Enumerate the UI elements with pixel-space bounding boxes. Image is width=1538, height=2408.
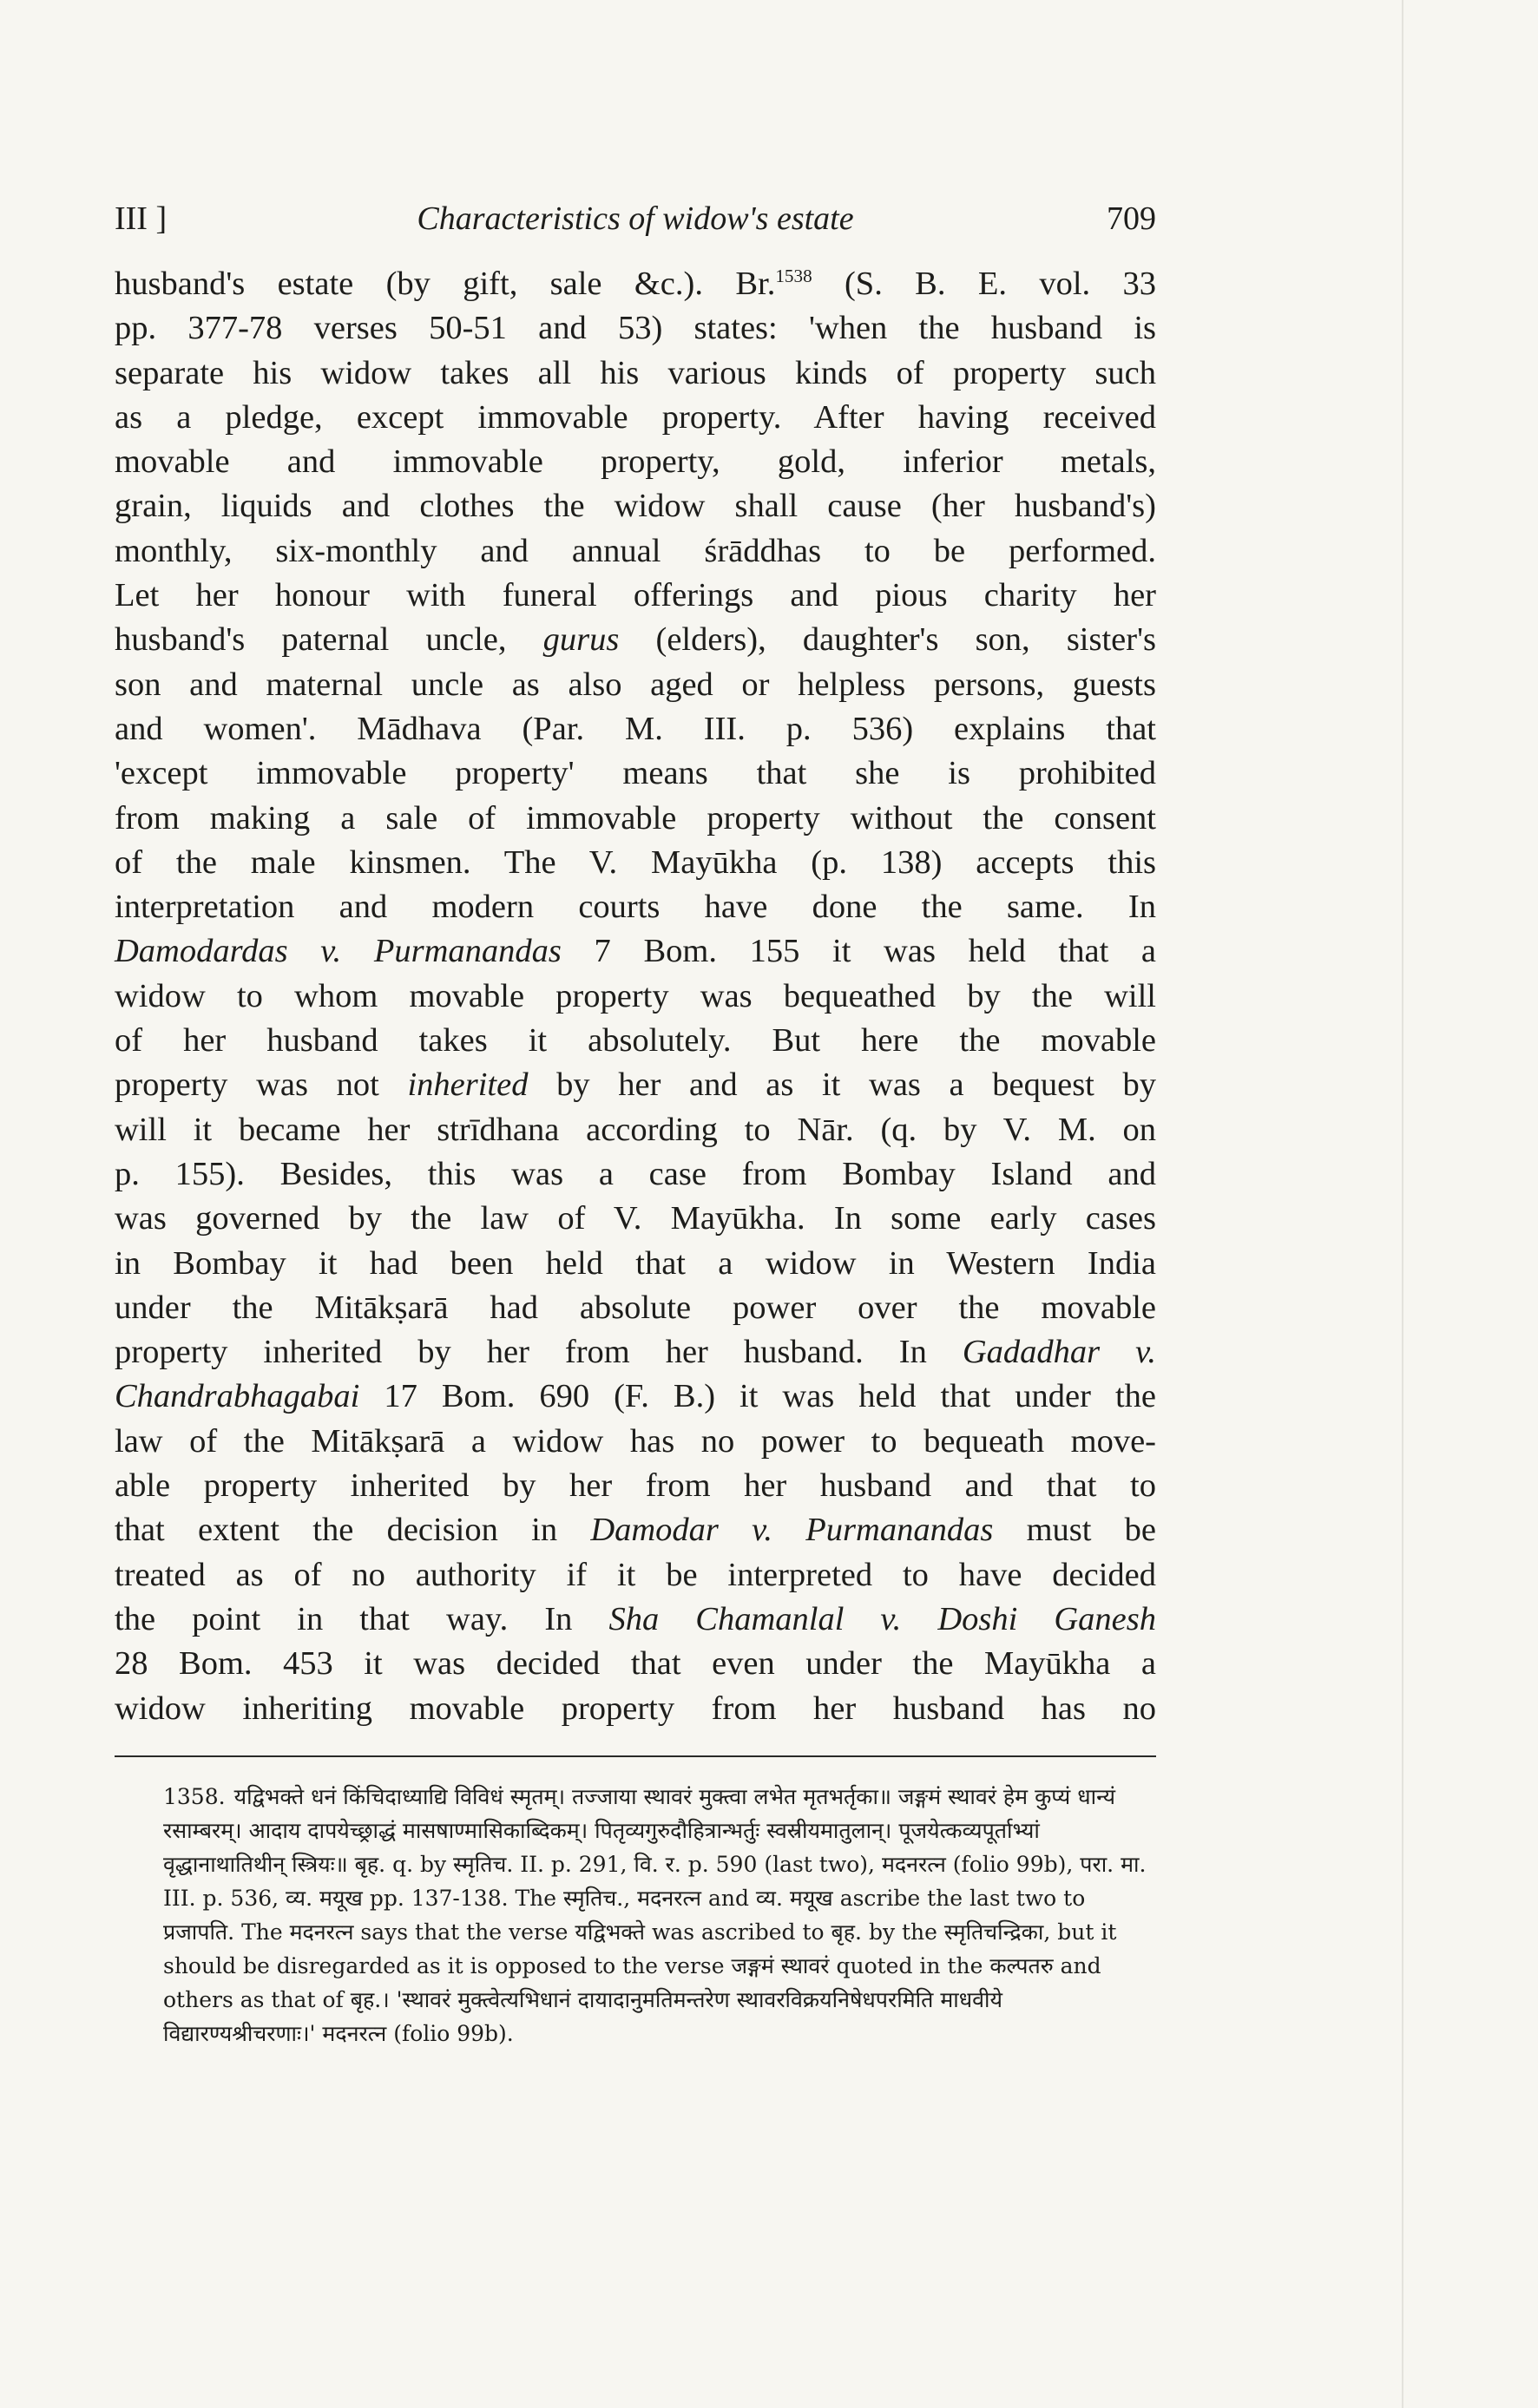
text-line: husband's estate (by gift, sale &c.). Br.$^{1538}$ (S. B. E. vol. 33 xyxy=(115,266,1156,302)
page-edge-line xyxy=(1402,0,1403,2408)
text-line: widow inheriting movable property from her husband has no xyxy=(115,1690,1156,1727)
text-line: of her husband takes it absolutely. But here the movable xyxy=(115,1022,1156,1060)
text-line: widow to whom movable property was bequeathed by the will xyxy=(115,977,1156,1014)
text-line: movable and immovable property, gold, inferior metals, xyxy=(115,443,1156,481)
footnote-rule xyxy=(115,1755,1156,1757)
text-line: grain, liquids and clothes the widow shall cause (her husband's) xyxy=(115,488,1156,525)
text-line: property was not inherited by her and as it was a bequest by xyxy=(115,1066,1157,1104)
text-line: interpretation and modern courts have done the same. In xyxy=(115,889,1156,926)
footnote-number: 1358. xyxy=(163,1783,226,1809)
page-number: 709 xyxy=(1107,200,1156,237)
text-line: property inherited by her from her husband. In Gadadhar v. xyxy=(115,1334,1157,1371)
main-text xyxy=(115,262,1156,1731)
text-line: and women'. Mādhava (Par. M. III. p. 536) explains that xyxy=(115,710,1156,747)
chapter-marker: III ] xyxy=(115,200,168,237)
footnote xyxy=(115,1780,1156,2050)
text-line: was governed by the law of V. Mayūkha. In some early cases xyxy=(115,1200,1156,1237)
text-line: son and maternal uncle as also aged or helpless persons, guests xyxy=(115,666,1156,703)
text-line: treated as of no authority if it be interpreted to have decided xyxy=(115,1556,1156,1593)
text-line: 'except immovable property' means that she is prohibited xyxy=(115,755,1156,792)
footnote-paragraph xyxy=(163,1780,1156,2050)
text-line: Let her honour with funeral offerings and pious charity her xyxy=(115,577,1156,614)
text-line: Chandrabhagabai 17 Bom. 690 (F. B.) it was held that under the xyxy=(115,1378,1156,1415)
text-line: of the male kinsmen. The V. Mayūkha (p. 138) accepts this xyxy=(115,843,1156,881)
case-citation: Damodardas v. Purmanandas xyxy=(115,933,562,970)
text-line: 28 Bom. 453 it was decided that even under the Mayūkha a xyxy=(115,1645,1156,1683)
text-line: will it became her strīdhana according to Nār. (q. by V. M. on xyxy=(115,1111,1156,1148)
text-line: the point in that way. In Sha Chamanlal v. Doshi Ganesh xyxy=(115,1600,1156,1637)
text-line: monthly, six-monthly and annual śrāddhas to be performed. xyxy=(115,532,1156,569)
footnote-commentary: q. by स्मृतिच. II. p. 291, वि. र. p. 590 (last two), मदनरत्न (folio 99b), परा. मा. III. p. 536, व्य. मयूख pp. 137-138. The स्मृतिच., मदनरत्न and व्य. मयूख ascribe the last two to प्रजापति. The मदनरत्न says that the verse यद्विभक्ते was ascribed to बृह. by the स्मृतिचन्द्रिका, but it should be disregarded as it is opposed to the verse जङ्गमं स्थावरं quoted in the कल्पतरु and others as that of बृह.। 'स्थावरं मुक्त्वेत्यभिधानं दायादानुमतिमन्तरेण स्थावरविक्रयनिषेधपरमिति माधवीये विद्यारण्यश्रीचरणाः।' मदनरत्न (folio 99b). xyxy=(163,1851,1147,2046)
text-line: from making a sale of immovable property without the consent xyxy=(115,799,1156,837)
text-line: under the Mitākṣarā had absolute power over the movable xyxy=(115,1289,1156,1326)
text-line: law of the Mitākṣarā a widow has no power to bequeath move- xyxy=(115,1422,1156,1460)
text-line: able property inherited by her from her husband and that to xyxy=(115,1467,1156,1505)
main-paragraph xyxy=(115,262,1156,1731)
text-line: pp. 377-78 verses 50-51 and 53) states: 'when the husband is xyxy=(115,310,1156,347)
text-line: p. 155). Besides, this was a case from Bombay Island and xyxy=(115,1155,1156,1192)
text-line: husband's paternal uncle, gurus (elders), daughter's son, sister's xyxy=(115,621,1157,659)
text-line: separate his widow takes all his various kinds of property such xyxy=(115,354,1156,391)
text-line: that extent the decision in Damodar v. Purmanandas must be xyxy=(115,1512,1157,1549)
text-line: in Bombay it had been held that a widow in Western India xyxy=(115,1244,1156,1282)
case-citation: Gadadhar v. xyxy=(962,1334,1157,1371)
running-header xyxy=(115,200,1156,262)
text-line: Damodardas v. Purmanandas 7 Bom. 155 it was held that a xyxy=(115,933,1157,970)
footnote-sanskrit-verse: यद्विभक्ते धनं किंचिदाध्याद्यि विविधं स्मृतम्। तज्जाया स्थावरं मुक्त्वा लभेत मृतभर्तृका॥ जङ्गमं स्थावरं हेम कुप्यं धान्यं रसाम्बरम्। आदाय दापयेच्छ्राद्धं मासषाण्मासिकाब्दिकम्। पितृव्यगुरुदौहित्रान्भर्तुः स्वस्रीयमातुलान्। पूजयेत्कव्यपूर्ताभ्यां वृद्धानाथातिथीन् स्त्रियः॥ बृह. xyxy=(163,1783,1115,1877)
case-citation: Damodar v. Purmanandas xyxy=(590,1512,994,1549)
running-title: Characteristics of widow's estate xyxy=(417,200,854,237)
book-page xyxy=(115,200,1156,2050)
case-citation: Sha Chamanlal v. Doshi Ganesh xyxy=(608,1600,1156,1637)
case-citation: Chandrabhagabai xyxy=(115,1378,360,1415)
text-line: as a pledge, except immovable property. After having received xyxy=(115,398,1156,436)
